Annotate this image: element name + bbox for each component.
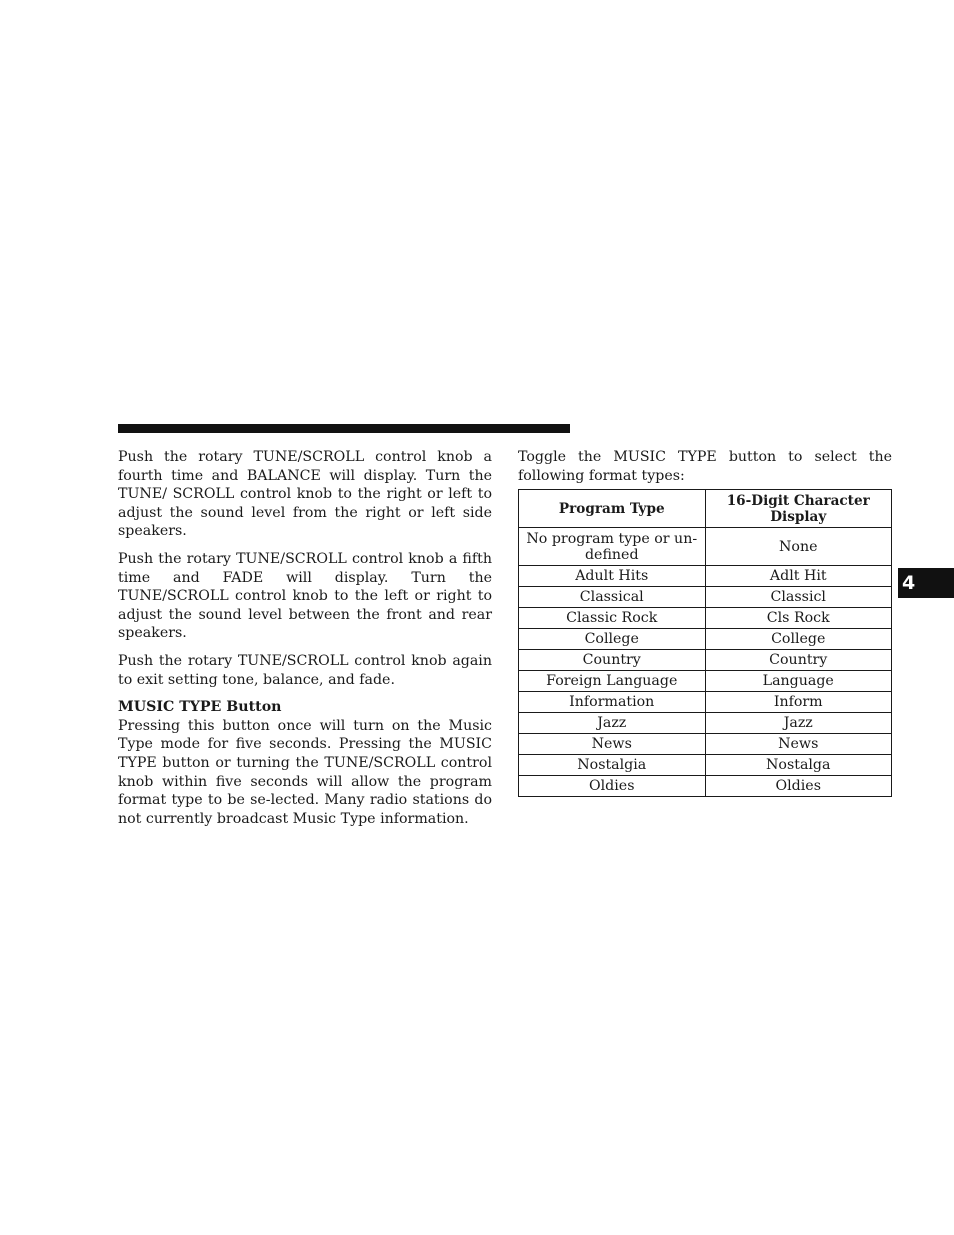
display-cell: Oldies (705, 776, 892, 797)
chapter-tab: 4 (898, 568, 954, 598)
table-row (519, 587, 892, 608)
program-type-cell: News (519, 734, 706, 755)
paragraph-music-type: Pressing this button once will turn on the Music Type mode for five seconds. Pressing the MUSIC TYPE button or turning the TUNE/SCROLL control knob within five seconds will allow the program format type to be se-lected. Many radio stations do not currently broadcast Music Type information. (118, 717, 492, 827)
table-row (519, 692, 892, 713)
display-cell: Adlt Hit (705, 566, 892, 587)
program-type-cell: Country (519, 650, 706, 671)
table-row (519, 650, 892, 671)
program-type-cell: Foreign Language (519, 671, 706, 692)
program-type-cell: Classical (519, 587, 706, 608)
table-row (519, 755, 892, 776)
program-type-cell: Jazz (519, 713, 706, 734)
left-column (118, 448, 492, 828)
table-row (519, 734, 892, 755)
display-cell: Inform (705, 692, 892, 713)
display-cell: Jazz (705, 713, 892, 734)
display-cell: Language (705, 671, 892, 692)
table-row (519, 528, 892, 566)
table-row (519, 671, 892, 692)
section-divider-bar (118, 424, 570, 433)
display-cell: Country (705, 650, 892, 671)
music-type-heading: MUSIC TYPE Button (118, 699, 282, 716)
display-cell: Nostalga (705, 755, 892, 776)
program-type-cell: College (519, 629, 706, 650)
table-row (519, 566, 892, 587)
display-cell: Cls Rock (705, 608, 892, 629)
program-type-cell: Oldies (519, 776, 706, 797)
right-column (518, 448, 892, 794)
display-cell: None (705, 528, 892, 566)
display-cell: News (705, 734, 892, 755)
table-intro: Toggle the MUSIC TYPE button to select the following format types: (518, 449, 892, 484)
paragraph-balance: Push the rotary TUNE/SCROLL control knob a fourth time and BALANCE will display. Turn the TUNE/ SCROLL control knob to the right or left to adjust the sound level from the right or left side speakers. (118, 449, 492, 540)
table-row (519, 629, 892, 650)
paragraph-fade: Push the rotary TUNE/SCROLL control knob a fifth time and FADE will display. Turn the TUNE/SCROLL control knob to the left or right to adjust the sound level between the front and rear speakers. (118, 550, 492, 642)
display-cell: Classicl (705, 587, 892, 608)
program-type-cell: No program type or un-defined (519, 528, 706, 566)
table-row (519, 608, 892, 629)
table-row (519, 776, 892, 797)
paragraph-exit-setting: Push the rotary TUNE/SCROLL control knob again to exit setting tone, balance, and fade. (118, 652, 492, 688)
music-type-table (518, 489, 892, 797)
program-type-cell: Classic Rock (519, 608, 706, 629)
program-type-cell: Adult Hits (519, 566, 706, 587)
program-type-cell: Information (519, 692, 706, 713)
table-header-row (519, 490, 892, 528)
display-cell: College (705, 629, 892, 650)
header-program-type: Program Type (519, 490, 706, 528)
program-type-cell: Nostalgia (519, 755, 706, 776)
header-character-display: 16-Digit Character Display (705, 490, 892, 528)
table-row (519, 713, 892, 734)
